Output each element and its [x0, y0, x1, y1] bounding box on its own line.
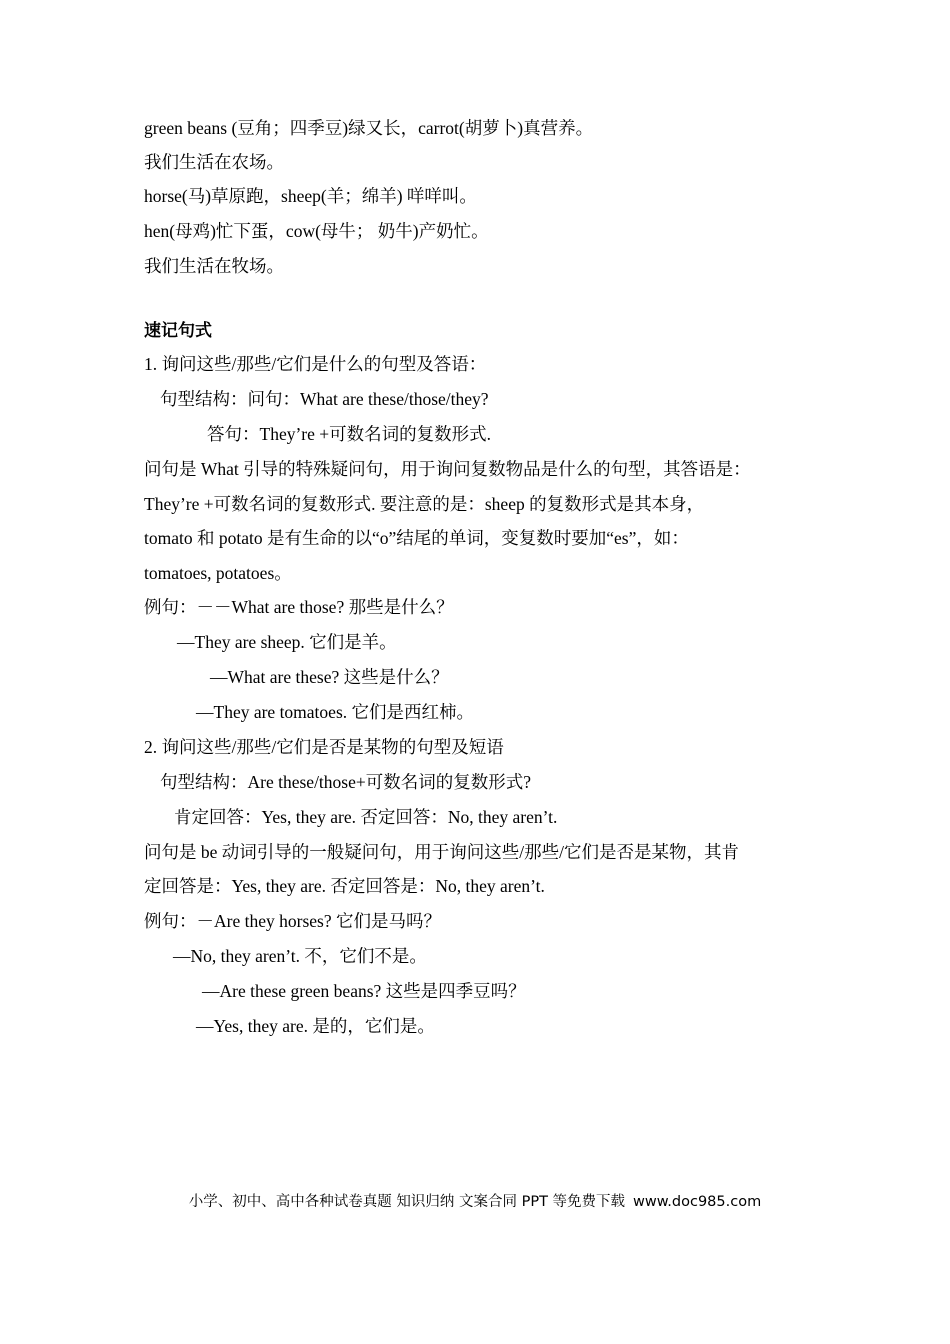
text-line: 2. 询问这些/那些/它们是否是某物的句型及短语 — [144, 737, 504, 757]
text-line: 定回答是：Yes, they are. 否定回答是：No, they aren’t. — [144, 876, 545, 896]
text-line: 问句是 What 引导的特殊疑问句，用于询问复数物品是什么的句型，其答语是： — [144, 459, 751, 479]
text-line: —What are these? 这些是什么？ — [210, 667, 449, 687]
text-line: 肯定回答：Yes, they are. 否定回答：No, they aren’t. — [174, 807, 558, 827]
page-footer — [0, 1190, 950, 1211]
text-line: hen(母鸡)忙下蛋，cow(母牛； 奶牛)产奶忙。 — [144, 221, 489, 241]
text-line: 句型结构：Are these/those+可数名词的复数形式? — [160, 772, 532, 792]
text-line: —Are these green beans? 这些是四季豆吗？ — [202, 981, 526, 1001]
text-line: 例句：－－What are those? 那些是什么？ — [144, 597, 454, 617]
text-line: —They are sheep. 它们是羊。 — [177, 632, 397, 652]
text-line: green beans (豆角；四季豆)绿又长，carrot(胡萝卜)真营养。 — [144, 118, 594, 138]
footer-text: 小学、初中、高中各种试卷真题 知识归纳 文案合同 PPT 等免费下载 — [188, 1194, 626, 1210]
text-line: They’re +可数名词的复数形式. 要注意的是：sheep 的复数形式是其本身， — [144, 494, 705, 514]
text-line: 例句：－Are they horses? 它们是马吗？ — [144, 911, 441, 931]
text-line: —Yes, they are. 是的，它们是。 — [196, 1016, 435, 1036]
footer-url[interactable]: www.doc985.com — [633, 1194, 762, 1210]
text-line: 我们生活在农场。 — [144, 152, 284, 172]
text-line: 答句：They’re +可数名词的复数形式. — [207, 424, 491, 444]
text-line: tomato 和 potato 是有生命的以“o”结尾的单词，变复数时要加“es”，如： — [144, 528, 689, 548]
text-line: 1. 询问这些/那些/它们是什么的句型及答语： — [144, 354, 487, 374]
text-line: 我们生活在牧场。 — [144, 256, 284, 276]
text-line: —No, they aren’t. 不，它们不是。 — [173, 946, 427, 966]
text-line: horse(马)草原跑，sheep(羊；绵羊) 咩咩叫。 — [144, 186, 477, 206]
section-heading: 速记句式 — [144, 321, 212, 341]
text-line: tomatoes, potatoes。 — [144, 563, 292, 583]
text-line: 句型结构：问句：What are these/those/they? — [160, 389, 489, 409]
text-line: —They are tomatoes. 它们是西红柿。 — [196, 702, 474, 722]
text-line: 问句是 be 动词引导的一般疑问句，用于询问这些/那些/它们是否是某物，其肯 — [144, 842, 739, 862]
